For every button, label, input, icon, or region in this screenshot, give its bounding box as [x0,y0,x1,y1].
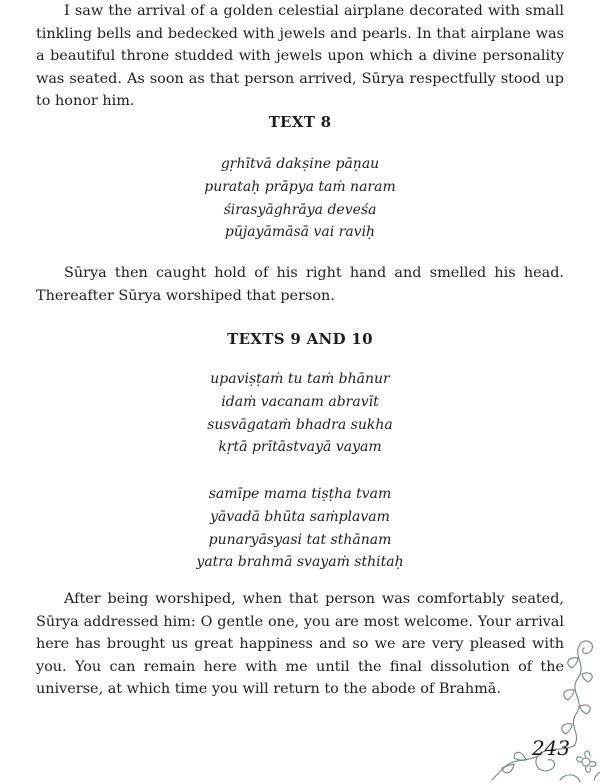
verse-line: gṛhītvā dakṣine pāṇau [220,156,380,172]
paragraph-translation-texts-9-10: After being worshiped, when that person was comfortably seated, Sūrya addressed him: O gentle one, you are most welcome. Your arrival here has brought us great happiness and so we are very pleased with you. You can remain here with me until the final dissolution of the universe, at which time you will return to the abode of Brahmā. [36,591,564,697]
verse-line: kṛtā prītāstvayā vayam [218,439,382,456]
verse-text-10 [0,483,600,574]
heading-texts-9-and-10: TEXTS 9 AND 10 [227,330,373,348]
paragraph-translation-text-8: Sūrya then caught hold of his right hand and smelled his head. Thereafter Sūrya worshiped that person. [36,265,564,304]
verse-text-8 [0,153,600,244]
verse-text-9 [0,368,600,459]
verse-line: samīpe mama tiṣṭha tvam [208,486,392,502]
verse-line: susvāgataṁ bhadra sukha [207,416,393,433]
page-number: 243 [531,736,570,760]
heading-text-8: TEXT 8 [268,113,332,131]
paragraph-narration: I saw the arrival of a golden celestial airplane decorated with small tinkling bells and bedecked with jewels and pearls. In that airplane was a beautiful throne studded with jewels upon which a divine personality was seated. As soon as that person arrived, Sūrya respectfully stood up to honor him. [36,3,564,109]
verse-line: śirasyāghrāya deveśa [223,201,377,218]
verse-line: purataḥ prāpya taṁ naram [204,178,396,195]
verse-line: pūjayāmāsā vai raviḥ [224,224,376,241]
verse-line: yāvadā bhūta saṁplavam [210,508,390,525]
verse-line: yatra brahmā svayaṁ sthitaḥ [196,554,404,571]
verse-line: idaṁ vacanam abravīt [221,393,379,410]
verse-line: upaviṣṭaṁ tu taṁ bhānur [210,371,390,387]
verse-line: punaryāsyasi tat sthānam [208,531,392,548]
floral-corner-ornament-icon [490,634,600,784]
